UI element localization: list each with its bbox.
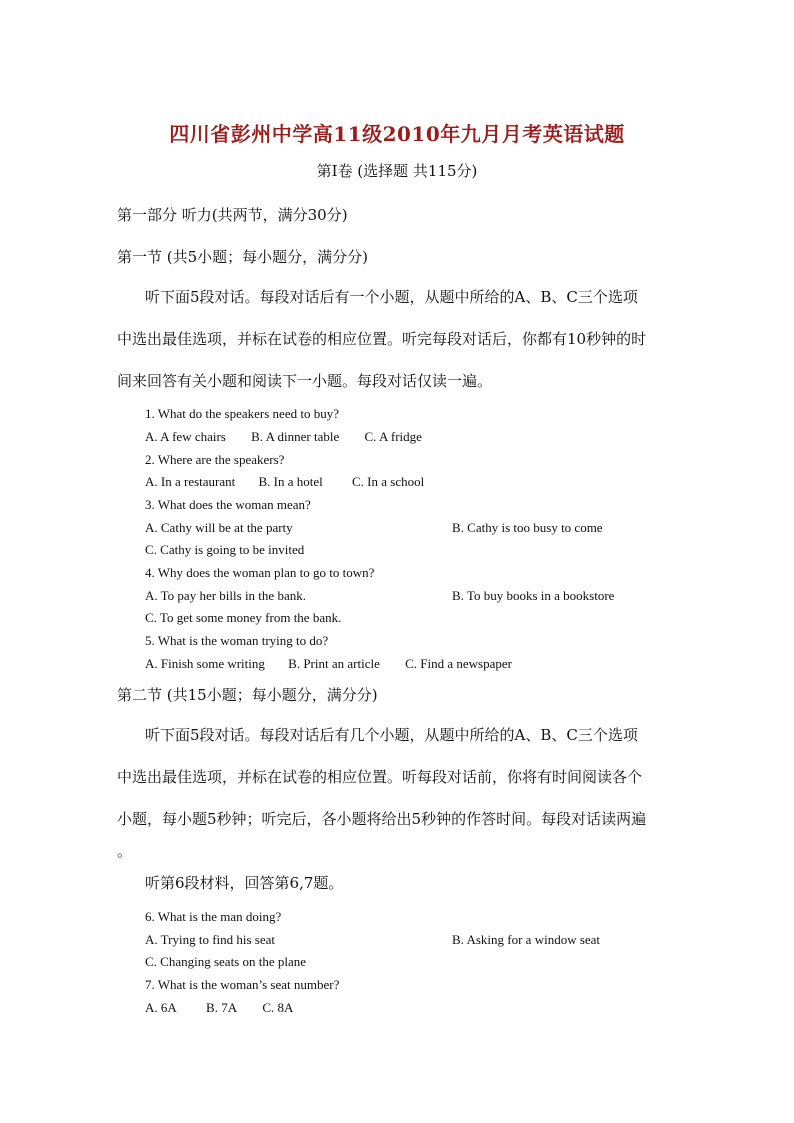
option-b: B. 7A	[206, 1000, 238, 1015]
question-5: 5. What is the woman trying to do?	[145, 633, 329, 648]
material-6-label: 听第6段材料，回答第6,7题。	[145, 874, 344, 892]
option-c: C. To get some money from the bank.	[145, 610, 342, 625]
option-a: A. Trying to find his seat	[145, 932, 276, 947]
question-2: 2. Where are the speakers?	[145, 452, 285, 467]
option-b: B. In a hotel	[258, 474, 323, 489]
option-a: A. Cathy will be at the party	[145, 520, 293, 535]
option-c: C. Changing seats on the plane	[145, 954, 307, 969]
option-b: B. To buy books in a bookstore	[452, 588, 615, 603]
instruction-line: 间来回答有关小题和阅读下一小题。每段对话仅读一遍。	[117, 372, 493, 390]
option-a: A. A few chairs	[145, 429, 226, 444]
instruction-line: 听下面5段对话。每段对话后有一个小题，从题中所给的A、B、C三个选项	[145, 288, 638, 306]
option-b: B. Print an article	[288, 656, 380, 671]
instruction-line: 小题，每小题5秒钟；听完后，各小题将给出5秒钟的作答时间。每段对话读两遍	[117, 810, 647, 828]
option-a: A. Finish some writing	[145, 656, 265, 671]
question-1: 1. What do the speakers need to buy?	[145, 406, 339, 421]
option-b: B. Cathy is too busy to come	[452, 520, 603, 535]
option-b: B. A dinner table	[251, 429, 340, 444]
section2-instructions	[117, 714, 677, 840]
question-1-options	[145, 429, 422, 445]
part1-heading: 第一部分 听力(共两节，满分30分)	[117, 206, 348, 224]
section1-instructions	[117, 276, 677, 402]
exam-subtitle: 第Ⅰ卷 (选择题 共115分)	[316, 162, 478, 180]
instruction-tail-mark: 。	[117, 842, 133, 860]
option-a: A. In a restaurant	[145, 474, 236, 489]
option-b: B. Asking for a window seat	[452, 932, 601, 947]
question-7: 7. What is the woman’s seat number?	[145, 977, 340, 992]
question-4: 4. Why does the woman plan to go to town?	[145, 565, 375, 580]
instruction-line: 中选出最佳选项，并标在试卷的相应位置。听每段对话前，你将有时间阅读各个	[117, 768, 643, 786]
question-7-options	[145, 1000, 293, 1016]
question-5-options	[145, 656, 512, 672]
option-c: C. A fridge	[364, 429, 422, 444]
option-a: A. To pay her bills in the bank.	[145, 588, 306, 603]
question-6: 6. What is the man doing?	[145, 909, 282, 924]
instruction-line: 听下面5段对话。每段对话后有几个小题，从题中所给的A、B、C三个选项	[145, 726, 638, 744]
option-c: C. 8A	[262, 1000, 294, 1015]
option-c: C. Cathy is going to be invited	[145, 542, 305, 557]
question-2-options	[145, 474, 424, 490]
option-a: A. 6A	[145, 1000, 177, 1015]
option-c: C. Find a newspaper	[405, 656, 512, 671]
section1-heading: 第一节 (共5小题；每小题分，满分分)	[117, 248, 369, 266]
question-3: 3. What does the woman mean?	[145, 497, 311, 512]
exam-title: 四川省彭州中学高11级2010年九月月考英语试题	[169, 122, 625, 146]
section2-heading: 第二节 (共15小题；每小题分，满分分)	[117, 686, 378, 704]
instruction-line: 中选出最佳选项，并标在试卷的相应位置。听完每段对话后，你都有10秒钟的时	[117, 330, 647, 348]
option-c: C. In a school	[352, 474, 425, 489]
